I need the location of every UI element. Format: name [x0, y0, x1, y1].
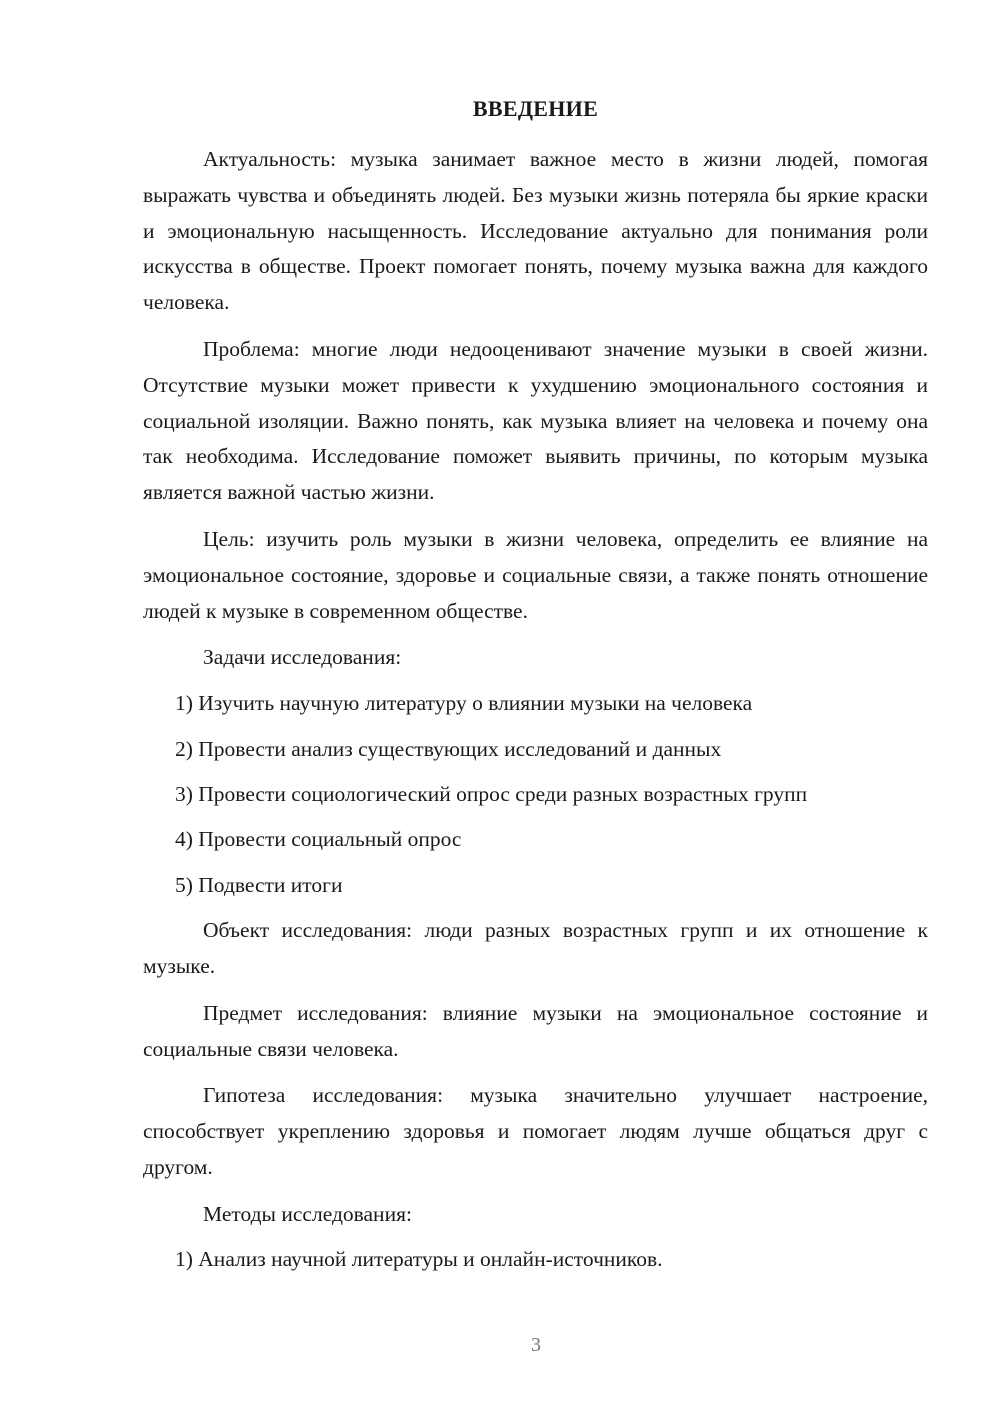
- goal-paragraph: Цель: изучить роль музыки в жизни человека, определить ее влияние на эмоциональное состояние, здоровье и социальные связи, а также понять отношение людей к музыке в современном обществе.: [143, 526, 928, 623]
- object-paragraph: Объект исследования: люди разных возрастных групп и их отношение к музыке.: [143, 918, 928, 978]
- tasks-label: Задачи исследования:: [203, 645, 402, 670]
- list-item: 3) Провести социологический опрос среди разных возрастных групп: [175, 781, 808, 806]
- problem-paragraph: Проблема: многие люди недооценивают значение музыки в своей жизни. Отсутствие музыки может привести к ухудшению эмоционального состояния и социальной изоляции. Важно понять, как музыка влияет на человека и почему она так необходима. Исследование поможет выявить причины, по которым музыка является важной частью жизни.: [143, 336, 928, 505]
- methods-label: Методы исследования:: [203, 1201, 412, 1226]
- page-content: [143, 94, 928, 1288]
- list-item: 4) Провести социальный опрос: [175, 827, 462, 852]
- list-item: 1) Анализ научной литературы и онлайн-источников.: [175, 1247, 663, 1272]
- tasks-list: [143, 686, 928, 903]
- hypothesis-paragraph: Гипотеза исследования: музыка значительно улучшает настроение, способствует укреплению здоровья и помогает людям лучше общаться друг с другом.: [143, 1083, 928, 1179]
- list-item: 1) Изучить научную литературу о влиянии музыки на человека: [175, 691, 753, 716]
- methods-list: [143, 1242, 928, 1278]
- section-heading: ВВЕДЕНИЕ: [472, 96, 599, 121]
- relevance-paragraph: Актуальность: музыка занимает важное место в жизни людей, помогая выражать чувства и объединять людей. Без музыки жизнь потеряла бы яркие краски и эмоциональную насыщенность. Исследование актуально для понимания роли искусства в обществе. Проект помогает понять, почему музыка важна для каждого человека.: [143, 147, 928, 315]
- list-item: 5) Подвести итоги: [175, 872, 343, 897]
- subject-paragraph: Предмет исследования: влияние музыки на эмоциональное состояние и социальные связи человека.: [143, 1000, 928, 1061]
- page-number: 3: [531, 1334, 541, 1356]
- list-item: 2) Провести анализ существующих исследований и данных: [175, 736, 722, 761]
